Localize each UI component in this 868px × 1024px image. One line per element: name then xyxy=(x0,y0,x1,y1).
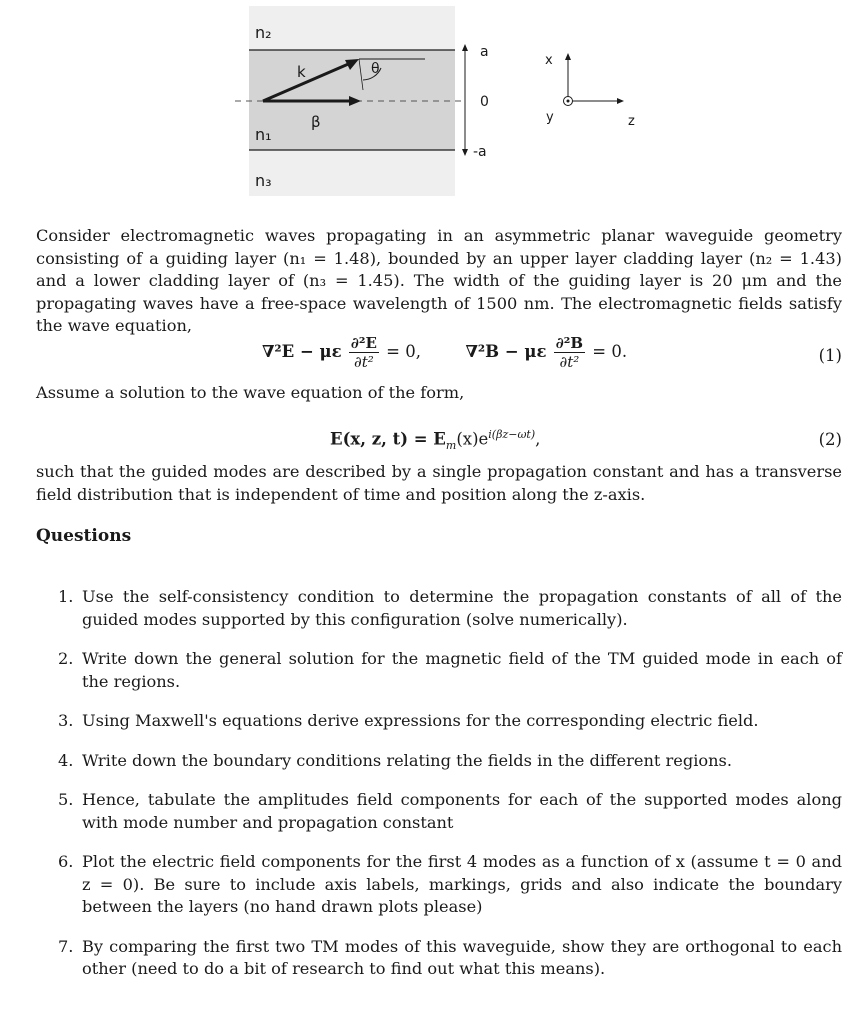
question-text: By comparing the first two TM modes of this waveguide, show they are orthogonal to each other (need to do a bit of research to find out what this means). xyxy=(82,936,842,978)
label-a-top: a xyxy=(480,44,489,60)
question-item xyxy=(58,851,842,919)
thickness-arrow-up-icon xyxy=(462,44,468,51)
label-x-axis: x xyxy=(545,53,553,68)
question-item xyxy=(58,586,842,631)
question-text: Use the self-consistency condition to determine the propagation constants of all of the guided modes supported by this configuration (solve numerically). xyxy=(82,587,842,629)
eq1-lhs-e: ∇²E − με xyxy=(262,342,342,361)
question-text: Plot the electric field components for the first 4 modes as a function of x (assume t = 0 and z = 0). Be sure to include axis labels, markings, grids and also indicate the boundary between the layers (no hand drawn plots please) xyxy=(82,852,842,916)
equation-2-number: (2) xyxy=(818,430,842,449)
eq2-end: , xyxy=(535,429,541,449)
eq1-frac-e xyxy=(349,334,379,371)
equation-2 xyxy=(330,428,540,452)
such-that-paragraph: such that the guided modes are described by a single propagation constant and has a transverse field distribution that is independent of time and position along the z-axis. xyxy=(36,462,842,504)
question-number: 3. xyxy=(58,711,74,730)
questions-list xyxy=(58,586,842,981)
eq1-rhs-e: = 0, xyxy=(386,342,421,361)
eq1-den-b: ∂t² xyxy=(559,353,580,371)
eq1-num-e: ∂²E xyxy=(350,334,377,352)
question-item xyxy=(58,789,842,834)
question-text: Write down the boundary conditions relating the fields in the different regions. xyxy=(82,750,733,770)
waveguide-figure xyxy=(235,0,655,205)
questions-heading: Questions xyxy=(36,526,132,546)
label-k: k xyxy=(297,63,306,81)
eq2-sub: m xyxy=(445,438,457,452)
question-item xyxy=(58,750,842,773)
label-a-bottom: -a xyxy=(473,144,487,160)
question-number: 6. xyxy=(58,852,74,871)
eq1-lhs-b: ∇²B − με xyxy=(465,342,547,361)
assume-text: Assume a solution to the wave equation of the form, xyxy=(36,383,465,402)
question-text: Write down the general solution for the magnetic field of the TM guided mode in each of the regions. xyxy=(82,649,842,691)
label-beta: β xyxy=(311,113,321,131)
label-theta: θ xyxy=(371,61,380,77)
question-text: Hence, tabulate the amplitudes field components for each of the supported modes along with mode number and propagation constant xyxy=(82,790,842,832)
intro-paragraph: Consider electromagnetic waves propagating in an asymmetric planar waveguide geometry consisting of a guiding layer (n₁ = 1.48), bounded by an upper layer cladding layer (n₂ = 1.43) and a lower cladding layer of (n₃ = 1.45). The width of the guiding layer is 20 μm and the propagating waves have a free-space wavelength of 1500 nm. The electromagnetic fields satisfy the wave equation, xyxy=(36,226,842,335)
x-axis-arrow-icon xyxy=(565,53,571,60)
equation-1 xyxy=(262,334,627,371)
equation-1-number: (1) xyxy=(818,346,842,365)
label-n2: n₂ xyxy=(255,23,272,42)
eq1-den-e: ∂t² xyxy=(354,353,374,371)
eq2-sup: i(βz−ωt) xyxy=(488,428,536,441)
question-number: 4. xyxy=(58,750,74,770)
question-number: 1. xyxy=(58,587,74,606)
label-z-axis: z xyxy=(628,114,635,129)
question-item xyxy=(58,936,842,981)
eq2-mid: (x)e xyxy=(456,429,489,449)
eq1-frac-b xyxy=(554,334,585,371)
label-n1: n₁ xyxy=(255,125,272,144)
question-item xyxy=(58,710,842,733)
eq1-rhs-b: = 0. xyxy=(592,342,628,361)
label-n3: n₃ xyxy=(255,171,272,190)
question-number: 2. xyxy=(58,649,74,668)
label-y-axis: y xyxy=(546,110,554,125)
eq2-text: E(x, z, t) = E xyxy=(330,429,446,449)
z-axis-arrow-icon xyxy=(617,98,624,104)
question-number: 7. xyxy=(58,936,74,956)
thickness-arrow-down-icon xyxy=(462,149,468,156)
question-number: 5. xyxy=(58,790,74,809)
label-zero: 0 xyxy=(480,94,489,110)
question-item xyxy=(58,648,842,693)
y-axis-dot xyxy=(567,100,570,103)
eq1-num-b: ∂²B xyxy=(555,334,584,352)
question-text: Using Maxwell's equations derive expressions for the corresponding electric field. xyxy=(82,711,759,730)
